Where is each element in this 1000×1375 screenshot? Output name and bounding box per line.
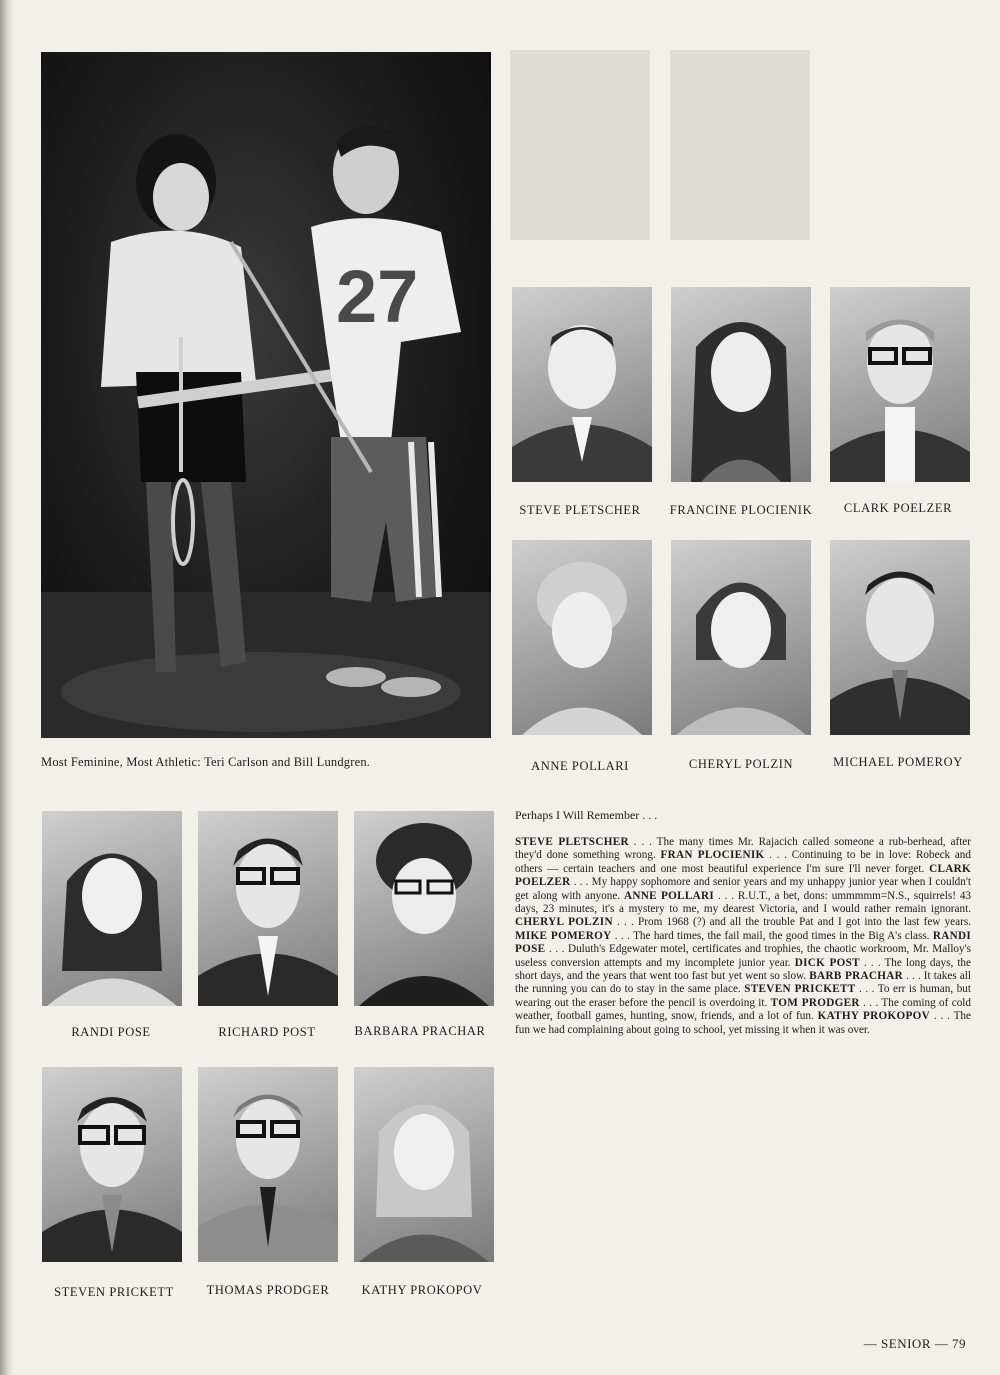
portrait-name: CHERYL POLZIN [688, 757, 794, 771]
entry-name: CLARK POELZER [515, 862, 971, 889]
portrait-photo [671, 540, 811, 735]
portrait-name: ANNE POLLARI [531, 759, 629, 773]
portrait-photo [198, 811, 338, 1006]
entry-text: . . . Continuing to be in love: Robeck and others — certain teachers and one most beautiful experience I'm sure I'll never forget. [515, 849, 971, 875]
remember-heading: Perhaps I Will Remember . . . [515, 808, 658, 822]
entry-text: . . . The fun we had complaining about going to school, yet missing it when it was over. [515, 1010, 971, 1036]
entry-text: . . . To err is human, but wearing out the eraser before the pencil is overdoing it. [515, 983, 971, 1009]
entry-name: FRAN PLOCIENIK [660, 849, 765, 862]
entry-text: . . . Duluth's Edgewater motel, certificates and trophies, the chaotic workroom, Mr. Malloy's useless conversion attempts and my incomplete junior year. [515, 943, 971, 969]
entry-text: . . . The many times Mr. Rajacich called someone a rub-berhead, after they'd done something wrong. [515, 836, 971, 862]
entry-text: . . . My happy sophomore and senior years and my unhappy junior year when I couldn't get along with anyone. [515, 876, 971, 902]
entry-name: CHERYL POLZIN [515, 916, 613, 929]
portrait-photo [830, 540, 970, 735]
portrait-photo [354, 811, 494, 1006]
entry-name: RANDI POSE [515, 929, 971, 956]
portrait-photo [42, 811, 182, 1006]
entry-name: STEVE PLETSCHER [515, 836, 629, 848]
portrait-name: RICHARD POST [218, 1025, 316, 1039]
portrait-name: MICHAEL POMEROY [833, 755, 963, 769]
portrait-photo [512, 540, 652, 735]
feature-caption: Most Feminine, Most Athletic: Teri Carlson and Bill Lundgren. [41, 755, 371, 769]
entry-name: MIKE POMEROY [515, 929, 612, 942]
entry-text: . . . Prom 1968 (?) and all the trouble Pat and I got into the last few years. [612, 916, 971, 929]
portrait-photo [830, 287, 970, 482]
entry-text: . . . The coming of cold weather, football games, hunting, snow, friends, and a lot of fun. [515, 996, 971, 1023]
portrait-photo [42, 1067, 182, 1262]
entry-name: TOM PRODGER [770, 996, 860, 1009]
portrait-photo [354, 1067, 494, 1262]
entry-text: . . . The long days, the short days, and the years that went too fast but yet went so slow. [515, 956, 971, 983]
entry-name: KATHY PROKOPOV [817, 1010, 931, 1023]
bleed-through-shadow [500, 40, 970, 280]
entry-name: DICK POST [794, 956, 860, 969]
portrait-name: THOMAS PRODGER [206, 1283, 330, 1297]
jersey-number: 27 [336, 255, 419, 338]
entry-name: BARB PRACHAR [809, 970, 904, 983]
portrait-photo [671, 287, 811, 482]
portrait-photo [512, 287, 652, 482]
entry-text: . . . The hard times, the fail mail, the good times in the Big A's class. [611, 929, 933, 942]
portrait-name: FRANCINE PLOCIENIK [669, 503, 813, 517]
entry-name: STEVEN PRICKETT [744, 983, 856, 996]
remember-text [515, 836, 971, 1037]
page-footer: — SENIOR — 79 [863, 1336, 966, 1351]
entry-text: . . . R.U.T., a bet, dons: ummmmm=N.S., squirrels! 43 days, 23 minutes, it's a mystery to me, my dearest Victoria, and I would rather remain ignorant. [515, 889, 972, 916]
portrait-name: CLARK POELZER [843, 501, 953, 515]
page-binding-edge [0, 0, 14, 1375]
portrait-name: BARBARA PRACHAR [354, 1024, 486, 1038]
feature-photo [41, 52, 491, 738]
portrait-name: KATHY PROKOPOV [361, 1283, 483, 1297]
entry-name: ANNE POLLARI [623, 889, 715, 902]
portrait-photo [198, 1067, 338, 1262]
portrait-name: STEVEN PRICKETT [54, 1285, 174, 1299]
entry-text: . . . It takes all the running you can do to stay in the same place. [515, 970, 971, 996]
portrait-name: STEVE PLETSCHER [519, 503, 641, 517]
portrait-name: RANDI POSE [71, 1025, 151, 1039]
